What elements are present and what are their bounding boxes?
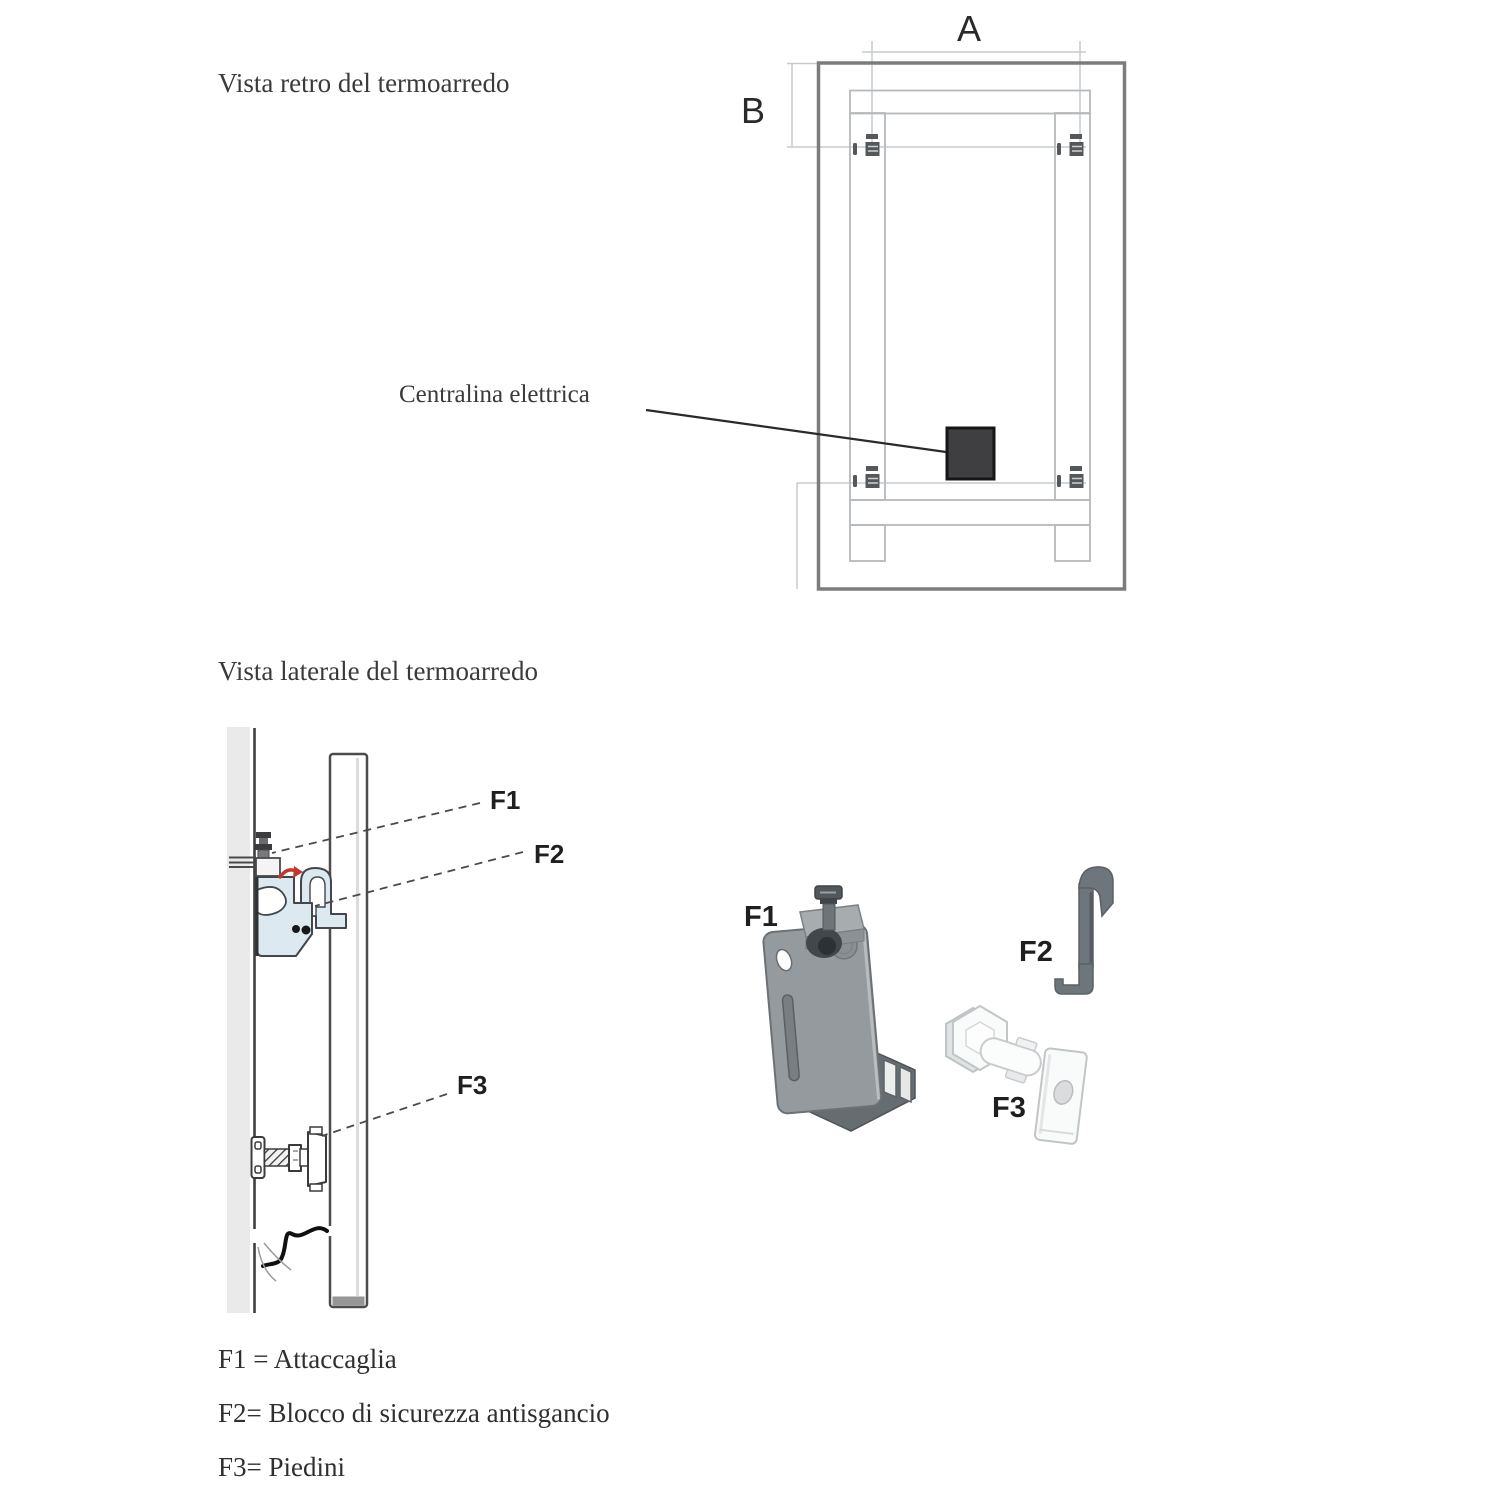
radiator-tube — [326, 754, 367, 1307]
right-rail — [1055, 113, 1090, 500]
top-collector — [850, 91, 1090, 114]
legend — [218, 1344, 610, 1500]
radiator-outer-frame — [819, 63, 1125, 589]
bracket-clip-icon — [1057, 134, 1084, 156]
bracket-clip-icon — [853, 466, 880, 488]
side-view-title: Vista laterale del termoarredo — [218, 656, 538, 686]
bottom-collector — [850, 500, 1090, 525]
legend-item-f1: F1 = Attaccaglia — [218, 1344, 397, 1374]
part-f2-label: F2 — [1019, 936, 1053, 968]
part-f2-graphic — [1055, 867, 1113, 994]
back-view-title: Vista retro del termoarredo — [218, 68, 510, 98]
back-view-drawing — [646, 41, 1125, 589]
side-f2-label: F2 — [534, 839, 565, 869]
right-leg — [1055, 525, 1090, 561]
f1-leader-line — [272, 803, 480, 853]
dimension-b-label: B — [741, 90, 766, 131]
left-leg — [850, 525, 885, 561]
part-f1-graphic — [762, 886, 915, 1131]
adjusting-screw-icon — [255, 832, 272, 860]
dimension-lines — [787, 41, 1086, 589]
part-f3-label: F3 — [992, 1092, 1026, 1124]
legend-item-f2: F2= Blocco di sicurezza antisgancio — [218, 1398, 610, 1428]
side-view-drawing — [227, 727, 523, 1313]
part-f1-label: F1 — [744, 901, 778, 933]
foot-assembly — [252, 1127, 327, 1191]
callout-leader-line — [646, 410, 946, 452]
legend-item-f3: F3= Piedini — [218, 1452, 345, 1482]
wall — [227, 727, 250, 1313]
control-unit-callout-label: Centralina elettrica — [399, 381, 590, 408]
bracket-clip-icon — [1057, 466, 1084, 488]
dimension-a-label: A — [957, 8, 982, 49]
bracket-clip-icon — [853, 134, 880, 156]
control-box-icon — [947, 428, 994, 479]
power-cable — [258, 1228, 327, 1281]
side-f3-label: F3 — [457, 1070, 488, 1100]
side-f1-label: F1 — [490, 785, 521, 815]
